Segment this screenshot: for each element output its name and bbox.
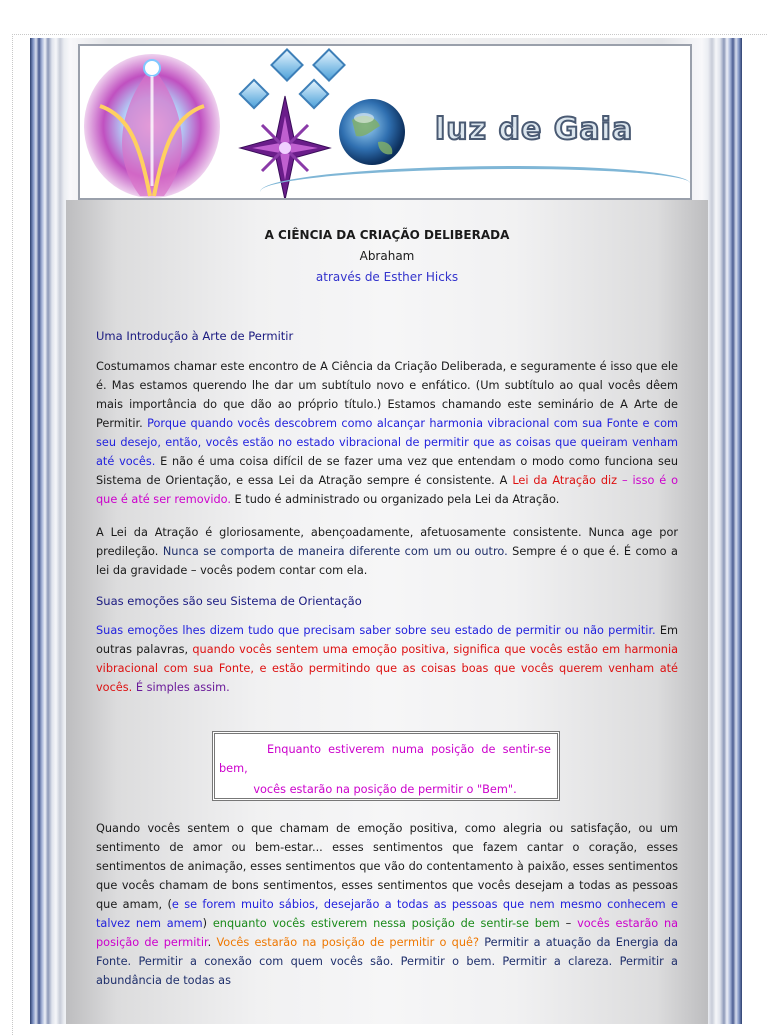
p1-text-d: Lei da Atração diz (512, 474, 618, 487)
p3-text-c: quando vocês sentem uma emoção positiva, significa que vocês estão em harmonia vibracional com sua Fonte, e estão permitindo que as coisas boas que vocês querem venham até vocês. (96, 643, 679, 694)
p3-text-d: É simples assim. (135, 681, 230, 694)
p1-text-e: – isso é o que é até ser removido. (96, 474, 679, 506)
highlight-quote-box (212, 731, 560, 801)
article-title: A CIÊNCIA DA CRIAÇÃO DELIBERADA (264, 228, 510, 242)
p2-text-a: A Lei da Atração é gloriosamente, abençoadamente, afetuosamente consistente. Nunca age por predileção. (96, 526, 678, 558)
diamond-icon (240, 49, 345, 108)
paragraph-3 (96, 621, 678, 697)
p4-text-c: ) (202, 917, 208, 930)
site-banner (78, 44, 692, 200)
quote-line-2: vocês estarão na posição de permitir o "Bem". (253, 783, 517, 796)
paragraph-4 (96, 819, 678, 990)
article-continued (96, 819, 678, 990)
section-heading-emotions: Suas emoções são seu Sistema de Orientação (96, 594, 362, 608)
section-heading-intro: Uma Introdução à Arte de Permitir (96, 329, 294, 343)
earth-globe-icon (339, 99, 405, 165)
article-author: Abraham (359, 249, 415, 263)
paragraph-1 (96, 357, 678, 509)
p2-text-b: Nunca se comporta de maneira diferente com um ou outro. (162, 545, 508, 558)
p4-text-f: vocês estarão na posição de permitir (96, 917, 679, 949)
p4-text-g: . (207, 936, 212, 949)
quote-line-1: Enquanto estiverem numa posição de sentir-se bem, (219, 743, 551, 775)
p4-text-a: Quando vocês sentem o que chamam de emoção positiva, como alegria ou satisfação, ou um sentimento de amor ou bem-estar... esses sentimentos que fazem cantar o coração, esses sentimentos de animação, esses sentimentos que vão do contentamento à paixão, esses sentimentos que vocês chamam de bons sentimentos, esses sentimentos que vocês desejam a todas as pessoas que amam, ( (96, 822, 678, 911)
p1-text-b: Porque quando vocês descobrem como alcançar harmonia vibracional com sua Fonte e com seu desejo, então, vocês estão no estado vibracional de permitir que as coisas que queiram venham até vocês. (96, 417, 678, 468)
p4-text-e: – (565, 917, 572, 930)
article-via: através de Esther Hicks (315, 270, 459, 284)
paragraph-2 (96, 523, 678, 580)
p1-text-f: E tudo é administrado ou organizado pela Lei da Atração. (234, 493, 560, 506)
p4-text-h: Vocês estarão na posição de permitir o quê? (216, 936, 479, 949)
article (96, 228, 678, 697)
p2-text-c: Sempre é o que é. É como a lei da gravidade – vocês podem contar com ela. (96, 545, 678, 577)
p4-text-b: e se forem muito sábios, desejarão a todas as pessoas que nem mesmo conhecem e talvez nem amem (96, 898, 678, 930)
p3-text-b: Em outras palavras, (96, 624, 679, 656)
p3-text-a: Suas emoções lhes dizem tudo que precisam saber sobre seu estado de permitir ou não permitir. (96, 624, 656, 637)
site-logo: luz de Gaia (435, 112, 634, 147)
p4-text-i: Permitir a atuação da Energia da Fonte. Permitir a conexão com quem vocês são. Permitir o bem. Permitir a clareza. Permitir a abundância de todas as (96, 936, 679, 987)
angel-figure-image (84, 54, 220, 198)
p1-text-a: Costumamos chamar este encontro de A Ciência da Criação Deliberada, e seguramente é isso que ele é. Mas estamos querendo lhe dar um subtítulo novo e enfático. (Um subtítulo ao qual vocês dêem mais importância do que dão ao próprio título.) Estamos chamando este seminário de A Arte de Permitir. (96, 360, 678, 430)
p1-text-c: E não é uma coisa difícil de se fazer uma vez que entendam o modo como funciona seu Sistema de Orientação, e essa Lei da Atração sempre é consistente. A (96, 455, 678, 487)
p4-text-d: enquanto vocês estiverem nessa posição de sentir-se bem (212, 917, 560, 930)
